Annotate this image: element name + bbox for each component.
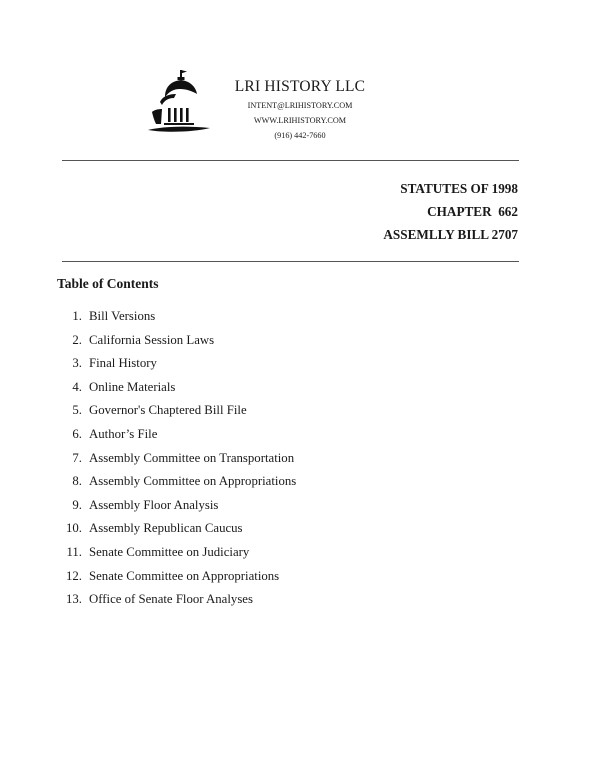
toc-item-label: Assembly Committee on Appropriations [89,474,297,489]
divider-bottom [62,261,519,262]
toc-item-label: Governor's Chaptered Bill File [89,403,247,418]
toc-item-number: 5. [72,403,82,418]
statute-chapter: CHAPTER 662 [427,204,518,219]
toc-item-label: Final History [89,356,157,371]
toc-item-number: 2. [72,332,82,347]
toc-item-number: 4. [72,379,82,394]
statute-year: STATUTES OF 1998 [400,181,518,196]
company-name: LRI HISTORY LLC [234,78,366,95]
divider-top [62,160,519,161]
company-website: WWW.LRIHISTORY.COM [253,116,347,125]
toc-item-label: Assembly Republican Caucus [89,521,243,536]
company-email: INTENT@LRIHISTORY.COM [247,101,353,110]
toc-item-label: California Session Laws [89,332,215,347]
company-phone: (916) 442-7660 [274,131,326,140]
toc-item-label: Bill Versions [89,309,156,323]
toc-item-label: Online Materials [89,379,176,394]
toc-item-number: 9. [72,497,82,512]
toc-item-label: Assembly Floor Analysis [89,497,219,512]
toc-item-number: 13. [66,592,82,607]
toc-item-number: 6. [72,426,82,441]
toc-item-number: 10. [66,521,82,536]
toc-heading: Table of Contents [57,276,159,291]
toc-item-number: 3. [72,356,82,371]
toc-item-label: Author’s File [89,426,158,441]
toc-item-label: Assembly Committee on Transportation [89,450,295,465]
toc-item-number: 7. [72,450,82,465]
toc-item-number: 12. [66,568,82,583]
toc-item-label: Senate Committee on Judiciary [89,544,250,559]
toc-item-label: Senate Committee on Appropriations [89,568,280,583]
toc-item-number: 1. [72,309,82,323]
toc-item-label: Office of Senate Floor Analyses [89,592,253,607]
toc-item-number: 11. [66,544,82,559]
toc-item-number: 8. [72,474,82,489]
statute-bill: ASSEMLLY BILL 2707 [383,227,518,242]
capitol-dome-icon [144,64,214,140]
